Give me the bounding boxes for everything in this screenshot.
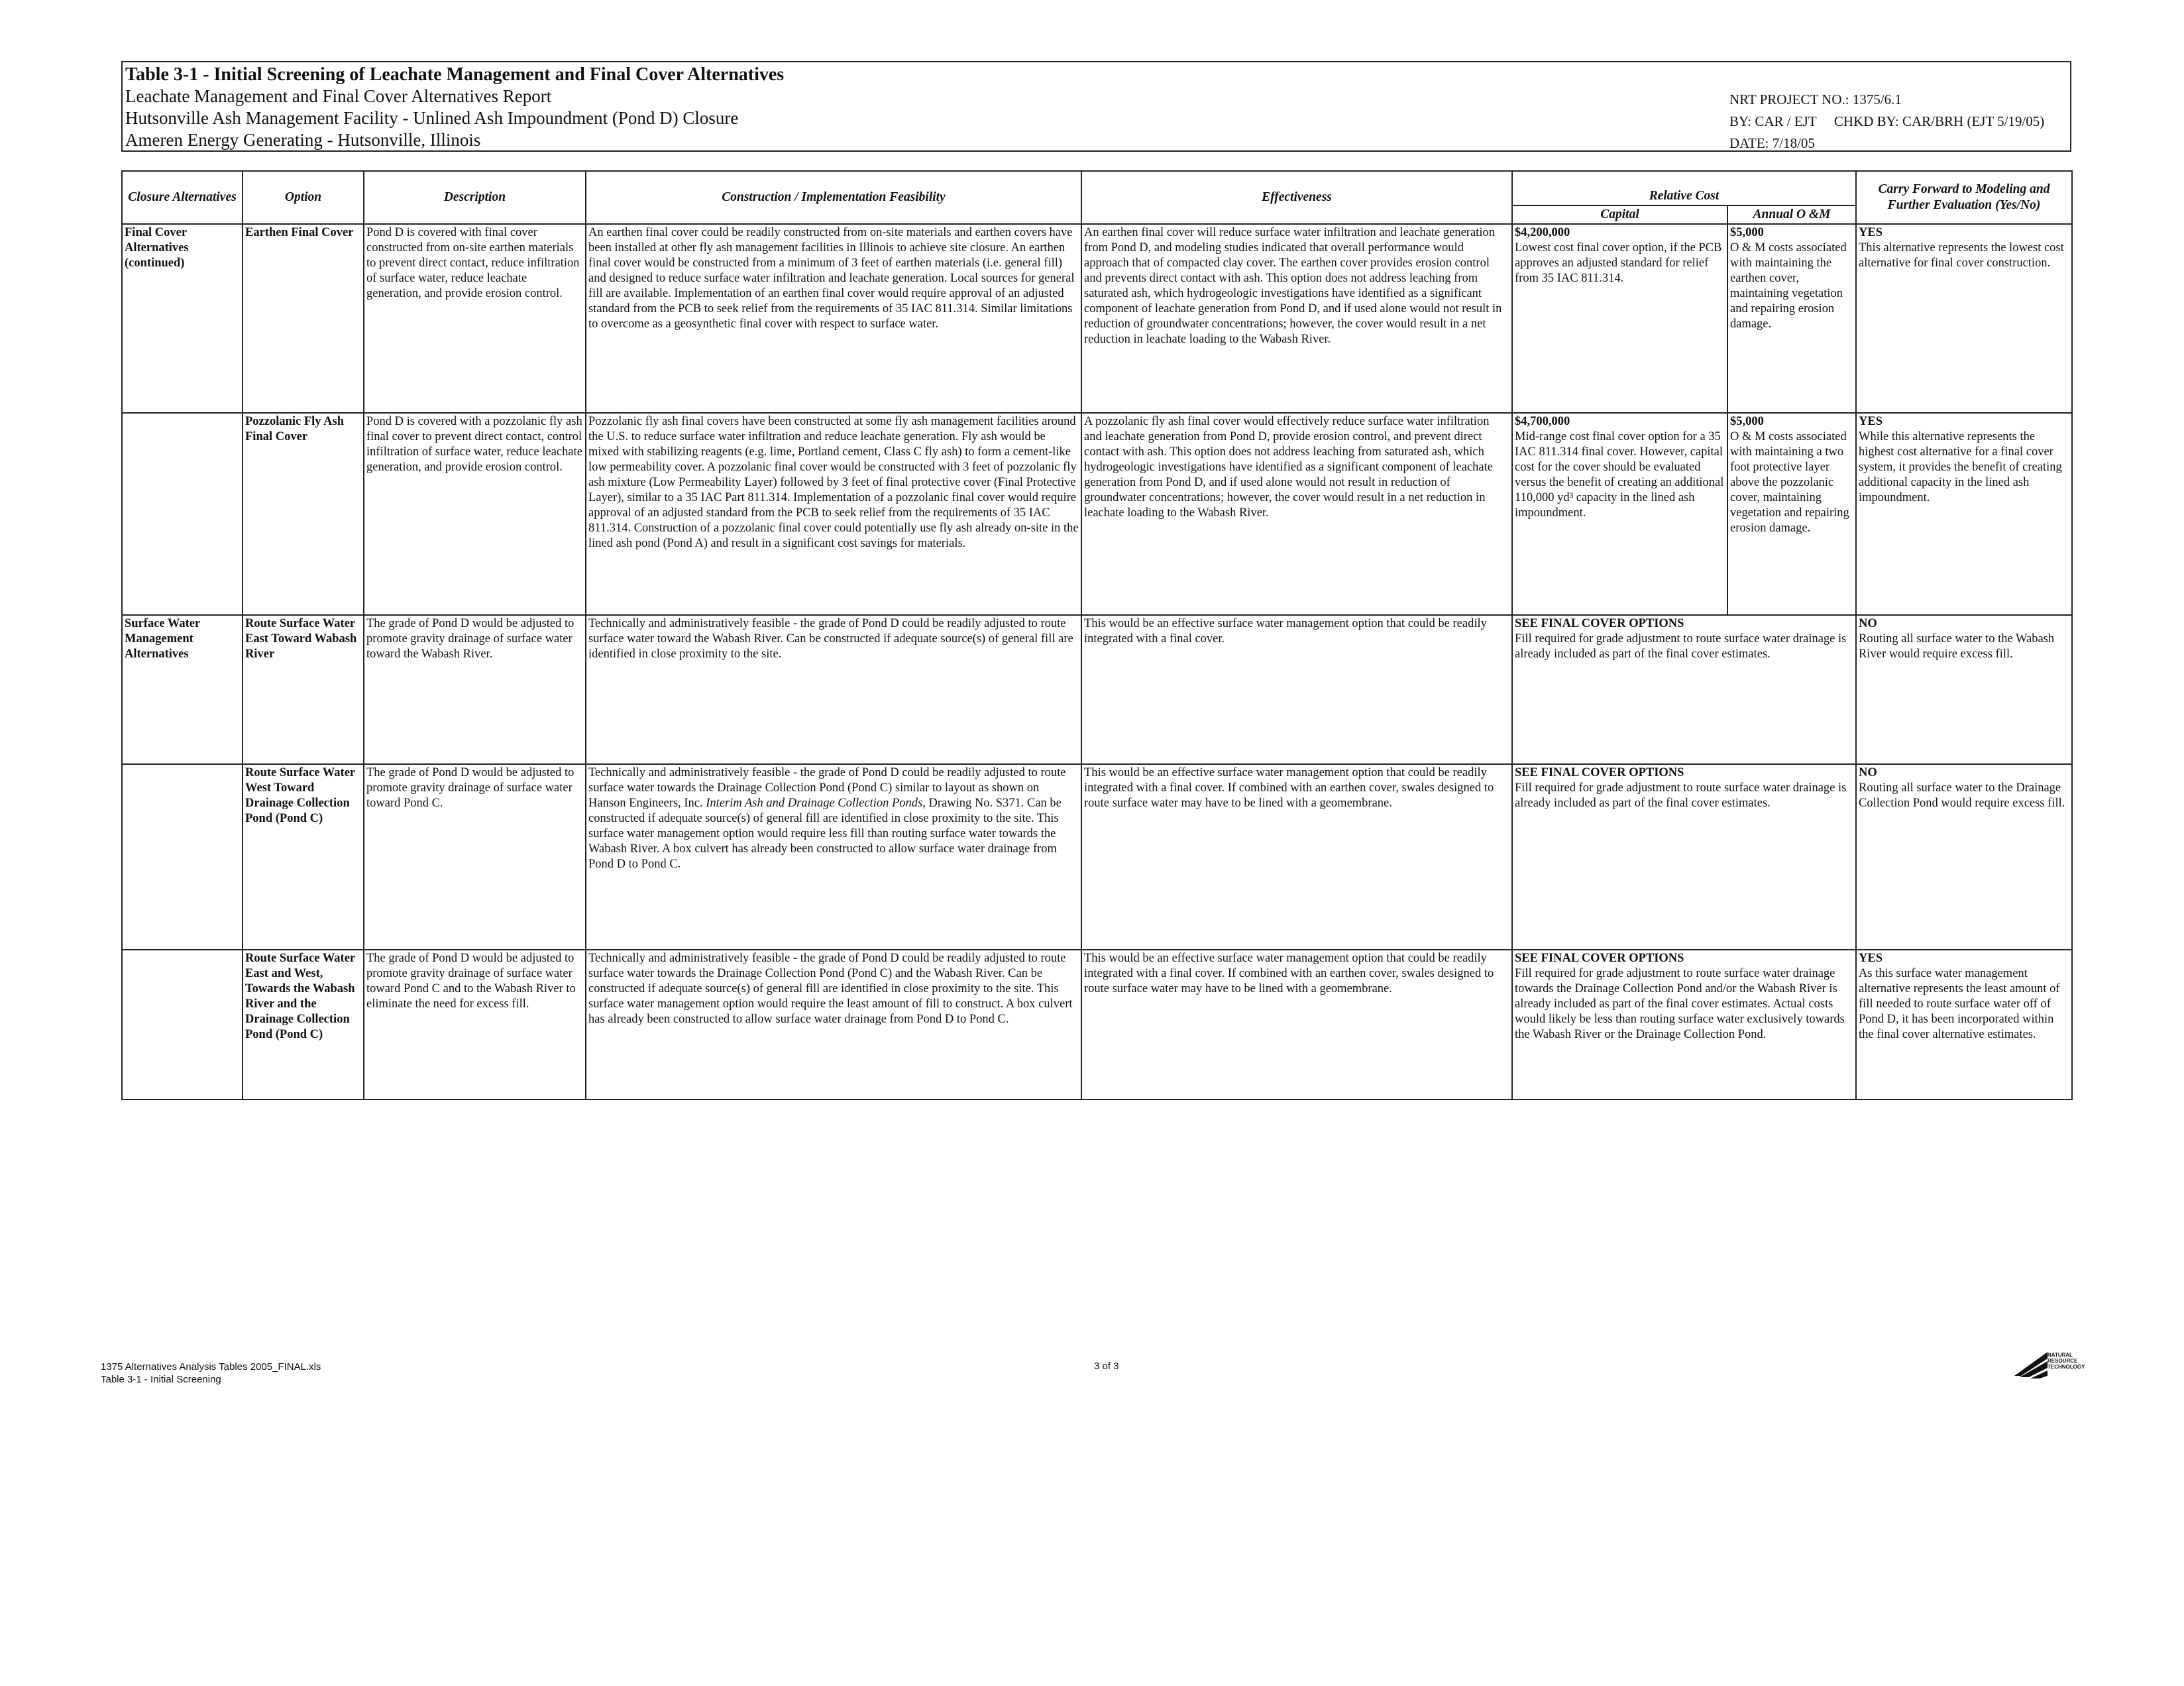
effectiveness-cell: An earthen final cover will reduce surface water infiltration and leachate generation from Pond D, and modeling studies indicated that overall performance would approach that of compacted clay cover. The earthen cover provides erosion control and prevents direct contact with ash. This option does not address leaching from saturated ash, which hydrogeologic investigations have identified as a significant component of leachate generation from Pond D, and if used alone would not result in reduction of groundwater concentrations; however, the cover would result in a net reduction in leachate loading to the Wabash River. <box>1081 224 1512 413</box>
carry-forward-cell <box>1856 413 2072 615</box>
project-number: NRT PROJECT NO.: 1375/6.1 <box>1729 91 1902 107</box>
carry-forward-flag: YES <box>1859 226 1883 239</box>
drawing-title: Interim Ash and Drainage Collection Ponds <box>706 797 923 810</box>
report-name: Leachate Management and Final Cover Alternatives Report <box>125 86 552 106</box>
footer-filename: 1375 Alternatives Analysis Tables 2005_FINAL.xls <box>101 1361 321 1373</box>
cost-reference-note: Fill required for grade adjustment to route surface water drainage towards the Drainage Collection Pond and/or the Wabash River is already included as part of the final cover estimates. Actual costs would likely be less than routing surface water exclusively towards the Wabash River or the Drainage Collection Pond. <box>1515 967 1845 1041</box>
table-row <box>122 413 2072 615</box>
capital-cost-amount: $4,200,000 <box>1515 226 1570 239</box>
feasibility-text-a: Technically and administratively feasible - the grade of Pond D could be readily adjusted to route surface water towards the Drainage Collection Pond (Pond C) similar to layout as shown on Hanson Engineers, Inc. <box>588 766 1066 810</box>
relative-cost-cell <box>1512 615 1856 764</box>
feasibility-cell <box>586 764 1081 950</box>
cost-reference-heading: SEE FINAL COVER OPTIONS <box>1515 617 1684 630</box>
report-header <box>121 61 2071 152</box>
closure-group-continuation <box>122 413 243 615</box>
annual-cost-cell <box>1727 413 1856 615</box>
col-relative-cost: Relative Cost <box>1512 171 1856 205</box>
carry-forward-flag: NO <box>1859 617 1877 630</box>
page-number: 3 of 3 <box>1094 1361 1119 1372</box>
carry-forward-flag: NO <box>1859 766 1877 779</box>
carry-forward-note: Routing all surface water to the Drainage Collection Pond would require excess fill. <box>1859 781 2065 810</box>
cost-reference-heading: SEE FINAL COVER OPTIONS <box>1515 952 1684 965</box>
description-cell: Pond D is covered with a pozzolanic fly ash final cover to prevent direct contact, control infiltration of surface water, reduce leachate generation, and provide erosion control. <box>364 413 586 615</box>
project-info-block <box>1729 89 2044 154</box>
option-name: Route Surface Water West Toward Drainage Collection Pond (Pond C) <box>243 764 364 950</box>
carry-forward-note: While this alternative represents the highest cost alternative for a final cover system, it provides the benefit of creating additional capacity in the lined ash impoundment. <box>1859 430 2062 504</box>
carry-forward-note: As this surface water management alternative represents the least amount of fill needed to route surface water off of Pond D, it has been incorporated within the final cover alternative estimates. <box>1859 967 2060 1041</box>
annual-cost-note: O & M costs associated with maintaining a two foot protective layer above the pozzolanic cover, maintaining vegetation and repairing erosion damage. <box>1730 430 1849 535</box>
footer-file-info <box>101 1361 321 1386</box>
closure-group-final-cover: Final Cover Alternatives (continued) <box>122 224 243 413</box>
description-cell: The grade of Pond D would be adjusted to promote gravity drainage of surface water toward the Wabash River. <box>364 615 586 764</box>
cost-reference-heading: SEE FINAL COVER OPTIONS <box>1515 766 1684 779</box>
closure-group-continuation <box>122 764 243 950</box>
feasibility-cell: An earthen final cover could be readily constructed from on-site materials and earthen covers have been installed at other fly ash management facilities in Illinois to achieve site closure. An earthen final cover would be constructed from a minimum of 3 feet of earthen materials (i.e. general fill) and designed to reduce surface water infiltration and leachate generation. Local sources for general fill are available. Implementation of an earthen final cover would require approval of an adjusted standard from the PCB to seek relief from the requirements of 35 IAC 811.314. Similar limitations to overcome as a geosynthetic final cover with respect to surface water. <box>586 224 1081 413</box>
option-name: Earthen Final Cover <box>243 224 364 413</box>
effectiveness-cell: This would be an effective surface water management option that could be readily integrated with a final cover. <box>1081 615 1512 764</box>
carry-forward-cell <box>1856 224 2072 413</box>
feasibility-cell: Pozzolanic fly ash final covers have been constructed at some fly ash management facilities around the U.S. to reduce surface water infiltration and reduce leachate generation. Fly ash would be mixed with stabilizing reagents (e.g. lime, Portland cement, Class C fly ash) to form a cement-like low permeability cover. A pozzolanic final cover would be constructed with 3 feet of pozzolanic fly ash mixture (Low Permeability Layer) followed by 3 feet of final protective cover (Final Protective Layer), similar to a 35 IAC Part 811.314. Implementation of a pozzolanic final cover would require approval of an adjusted standard from the PCB to seek relief from the requirements of 35 IAC 811.314. Construction of a pozzolanic final cover could potentially use fly ash already on-site in the lined ash pond (Pond A) and result in a significant cost savings for materials. <box>586 413 1081 615</box>
col-effectiveness: Effectiveness <box>1081 171 1512 224</box>
facility-name: Hutsonville Ash Management Facility - Unlined Ash Impoundment (Pond D) Closure <box>125 108 739 128</box>
col-closure-alternatives: Closure Alternatives <box>122 171 243 224</box>
cost-reference-note: Fill required for grade adjustment to route surface water drainage is already included as part of the final cover estimates. <box>1515 781 1847 810</box>
capital-cost-amount: $4,700,000 <box>1515 415 1570 428</box>
annual-cost-cell <box>1727 224 1856 413</box>
description-cell: Pond D is covered with final cover constructed from on-site earthen materials to prevent direct contact, reduce infiltration of surface water, reduce leachate generation, and provide erosion control. <box>364 224 586 413</box>
capital-cost-cell <box>1512 224 1727 413</box>
annual-cost-note: O & M costs associated with maintaining the earthen cover, maintaining vegetation and repairing erosion damage. <box>1730 241 1847 331</box>
table-row <box>122 950 2072 1099</box>
description-cell: The grade of Pond D would be adjusted to promote gravity drainage of surface water toward Pond C. <box>364 764 586 950</box>
option-name: Route Surface Water East Toward Wabash River <box>243 615 364 764</box>
col-capital: Capital <box>1512 205 1727 224</box>
carry-forward-cell <box>1856 950 2072 1099</box>
closure-group-surface-water: Surface Water Management Alternatives <box>122 615 243 764</box>
col-feasibility: Construction / Implementation Feasibility <box>586 171 1081 224</box>
col-option: Option <box>243 171 364 224</box>
table-row <box>122 615 2072 764</box>
annual-cost-amount: $5,000 <box>1730 226 1764 239</box>
header-row <box>122 171 2072 205</box>
feasibility-cell: Technically and administratively feasible - the grade of Pond D could be readily adjusted to route surface water towards the Drainage Collection Pond (Pond C) and the Wabash River. Can be constructed if adequate source(s) of general fill are identified in close proximity to the site. This surface water management option would require the least amount of fill to construct. A box culvert has already been constructed to allow surface water drainage from Pond D to Pond C. <box>586 950 1081 1099</box>
feasibility-text-b: , Drawing No. S371. Can be constructed if adequate source(s) of general fill are identified in close proximity to the site. This surface water management option would require less fill than routing surface water towards the Wabash River. A box culvert has already been constructed to allow surface water drainage from Pond D to Pond C. <box>588 797 1062 871</box>
col-carry-forward: Carry Forward to Modeling and Further Evaluation (Yes/No) <box>1856 171 2072 224</box>
option-name: Pozzolanic Fly Ash Final Cover <box>243 413 364 615</box>
capital-cost-note: Lowest cost final cover option, if the PCB approves an adjusted standard for relief from 35 IAC 811.314. <box>1515 241 1722 285</box>
carry-forward-cell <box>1856 615 2072 764</box>
capital-cost-note: Mid-range cost final cover option for a 35 IAC 811.314 final cover. However, capital cost for the cover should be evaluated versus the benefit of creating an additional 110,000 yd³ capacity in the lined ash impoundment. <box>1515 430 1724 520</box>
company-logo-text: NATURAL RESOURCE TECHNOLOGY <box>2048 1352 2085 1370</box>
company-location: Ameren Energy Generating - Hutsonville, Illinois <box>125 130 481 150</box>
option-name: Route Surface Water East and West, Towards the Wabash River and the Drainage Collection Pond (Pond C) <box>243 950 364 1099</box>
table-title: Table 3-1 - Initial Screening of Leachate Management and Final Cover Alternatives <box>125 64 785 85</box>
description-cell: The grade of Pond D would be adjusted to promote gravity drainage of surface water toward Pond C and to the Wabash River to eliminate the need for excess fill. <box>364 950 586 1099</box>
carry-forward-flag: YES <box>1859 952 1883 965</box>
cost-reference-note: Fill required for grade adjustment to route surface water drainage is already included as part of the final cover estimates. <box>1515 632 1847 661</box>
effectiveness-cell: This would be an effective surface water management option that could be readily integrated with a final cover. If combined with an earthen cover, swales designed to route surface water may have to be lined with a geomembrane. <box>1081 950 1512 1099</box>
carry-forward-cell <box>1856 764 2072 950</box>
closure-group-continuation <box>122 950 243 1099</box>
col-description: Description <box>364 171 586 224</box>
table-row <box>122 764 2072 950</box>
effectiveness-cell: This would be an effective surface water management option that could be readily integrated with a final cover. If combined with an earthen cover, swales designed to route surface water may have to be lined with a geomembrane. <box>1081 764 1512 950</box>
prepared-by-row <box>1729 111 2044 133</box>
carry-forward-note: This alternative represents the lowest cost alternative for final cover construction. <box>1859 241 2064 270</box>
effectiveness-cell: A pozzolanic fly ash final cover would effectively reduce surface water infiltration and leachate generation from Pond D, provide erosion control, and prevent direct contact with ash. This option does not address leaching from saturated ash, which hydrogeologic investigations have identified as a significant component of leachate generation from Pond D, and if used alone would not result in reduction of groundwater concentrations; however, the cover would result in a net reduction in leachate loading to the Wabash River. <box>1081 413 1512 615</box>
header-title-block <box>125 64 784 151</box>
screening-table <box>121 170 2073 1100</box>
carry-forward-note: Routing all surface water to the Wabash River would require excess fill. <box>1859 632 2055 661</box>
feasibility-cell: Technically and administratively feasible - the grade of Pond D could be readily adjusted to route surface water toward the Wabash River. Can be constructed if adequate source(s) of general fill are identified in close proximity to the site. <box>586 615 1081 764</box>
date: DATE: 7/18/05 <box>1729 135 1815 151</box>
relative-cost-cell <box>1512 950 1856 1099</box>
col-annual-om: Annual O &M <box>1727 205 1856 224</box>
footer-sheetname: Table 3-1 - Initial Screening <box>101 1374 221 1385</box>
carry-forward-flag: YES <box>1859 415 1883 428</box>
capital-cost-cell <box>1512 413 1727 615</box>
checked-by: CHKD BY: CAR/BRH (EJT 5/19/05) <box>1833 113 2045 129</box>
relative-cost-cell <box>1512 764 1856 950</box>
annual-cost-amount: $5,000 <box>1730 415 1764 428</box>
table-row <box>122 224 2072 413</box>
prepared-by: BY: CAR / EJT <box>1729 113 1817 129</box>
